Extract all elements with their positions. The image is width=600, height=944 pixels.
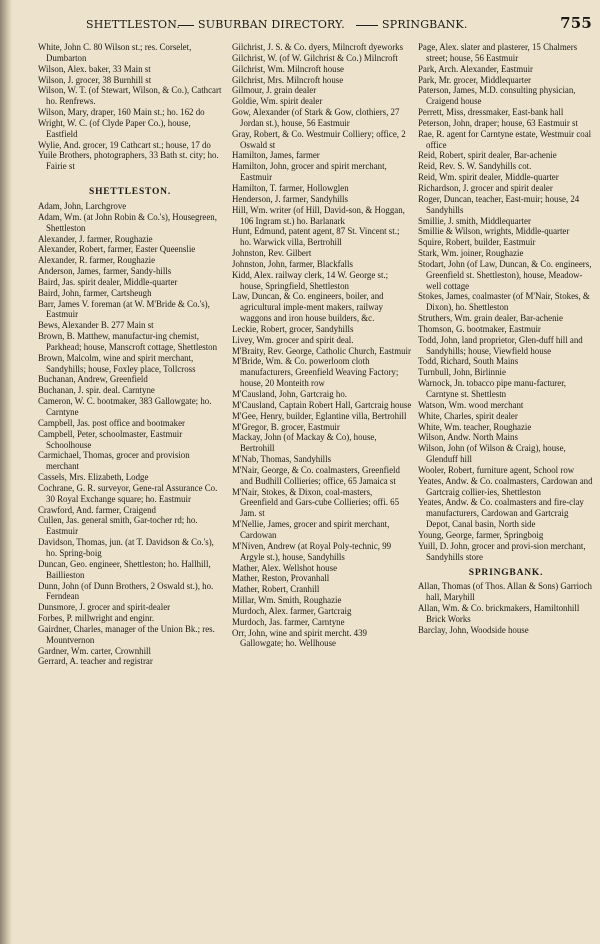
column-2 <box>232 42 412 934</box>
column-3 <box>418 42 594 934</box>
directory-entry: White, Charles, spirit dealer <box>418 410 518 421</box>
directory-entry: White, Wm. teacher, Roughazie <box>418 421 532 432</box>
directory-entry: Yeates, Andw. & Co. coalmasters, Cardowan and Gartcraig collier-ies, Shettleston <box>418 475 593 497</box>
directory-entry: M'Gee, Henry, builder, Eglantine villa, Bertrohill <box>232 410 407 421</box>
directory-entry: Roger, Duncan, teacher, East-muir; house, 24 Sandyhills <box>418 193 580 215</box>
directory-entry: Buchanan, J. spir. deal. Carntyne <box>38 385 155 396</box>
directory-entry: M'Nair, George, & Co. coalmasters, Greenfield and Budhill Collieries; office, 65 Jamaica st <box>232 464 400 486</box>
directory-entry: Reid, Robert, spirit dealer, Bar-achenie <box>418 150 557 161</box>
directory-entry: Murdoch, Jas. farmer, Carntyne <box>232 616 345 627</box>
directory-entry: Gray, Robert, & Co. Westmuir Colliery; office, 2 Oswald st <box>232 128 406 150</box>
directory-entry: M'Bride, Wm. & Co. powerloom cloth manufacturers, Greenfield Weaving Factory; house, 20 Monteith row <box>232 356 399 389</box>
directory-entry: Smillie & Wilson, wrights, Middle-quarter <box>418 226 570 237</box>
directory-entry: Struthers, Wm. grain dealer, Bar-achenie <box>418 313 563 324</box>
directory-entry: M'Causland, Captain Robert Hall, Gartcraig house <box>232 399 412 410</box>
directory-entry: Stark, Wm. joiner, Roughazie <box>418 248 524 259</box>
directory-entry: Adam, Wm. (at John Robin & Co.'s), Housegreen, Shettleston <box>38 211 217 233</box>
directory-entry: Wilson, J. grocer, 38 Burnhill st <box>38 74 152 85</box>
directory-entry: M'Causland, John, Gartcraig ho. <box>232 389 347 399</box>
directory-entry: Mather, Reston, Provanhall <box>232 573 330 584</box>
directory-entry: Campbell, Jas. post office and bootmaker <box>38 417 185 428</box>
directory-entry: Smillie, J. smith, Middlequarter <box>418 215 531 226</box>
directory-entry: Baird, John, farmer, Cartsheugh <box>38 287 152 298</box>
directory-entry: Rae, R. agent for Carntyne estate, Westmuir coal office <box>418 128 592 150</box>
directory-entry: Gairdner, Charles, manager of the Union Bk.; res. Mountvernon <box>38 623 215 645</box>
directory-entry: Forbes, P. millwright and enginr. <box>38 613 155 624</box>
directory-entry: Alexander, Robert, farmer, Easter Queenslie <box>38 244 196 255</box>
directory-entry: Johnston, John, farmer, Blackfalls <box>232 258 353 269</box>
directory-entry: Livey, Wm. grocer and spirit deal. <box>232 334 354 345</box>
directory-entry: M'Niven, Andrew (at Royal Poly-technic, 99 Argyle st.), house, Sandyhills <box>232 540 392 562</box>
running-header <box>40 14 592 36</box>
directory-entry: Warnock, Jn. tobacco pipe manu-facturer, Carntyne st. Shettlestn <box>418 378 567 399</box>
directory-entry: M'Braity, Rev. George, Catholic Church, Eastmuir <box>232 345 411 356</box>
section-title: SPRINGBANK. <box>468 567 544 578</box>
directory-entry: Wilson, Andw. North Mains <box>418 432 518 443</box>
directory-entry: Mather, Alex. Wellshot house <box>232 562 338 573</box>
directory-entry: Hill, Wm. writer (of Hill, David-son, & Hoggan, 106 Ingram st.) ho. Barlanark <box>232 204 405 226</box>
directory-entry: Anderson, James, farmer, Sandy-hills <box>38 266 172 277</box>
directory-entry: Adam, John, Larchgrove <box>38 200 127 211</box>
directory-entry: Gilchrist, J. S. & Co. dyers, Milncroft dyeworks <box>232 42 404 52</box>
directory-entry: Goldie, Wm. spirit dealer <box>232 96 323 107</box>
directory-entry: Gilchrist, W. (of W. Gilchrist & Co.) Milncroft <box>232 52 398 63</box>
directory-entry: Richardson, J. grocer and spirit dealer <box>418 182 553 193</box>
directory-entry: Campbell, Peter, schoolmaster, Eastmuir Schoolhouse <box>38 428 183 450</box>
directory-entry: Peterson, John, draper; house, 63 Eastmuir st <box>418 117 578 128</box>
directory-entry: Hunt, Edmund, patent agent, 87 St. Vincent st.; ho. Warwick villa, Bertrohill <box>232 226 400 248</box>
directory-entry: Yuile Brothers, photographers, 33 Bath st. city; ho. Fairie st <box>38 150 219 172</box>
directory-entry: Todd, John, land proprietor, Glen-duff hill and Sandyhills; house, Viewfield house <box>418 334 583 356</box>
directory-entry: Yuill, D. John, grocer and provi-sion merchant, Sandyhills store <box>418 540 586 562</box>
directory-entry: Turnbull, John, Birlinnie <box>418 367 506 378</box>
directory-entry: Barr, James V. foreman (at W. M'Bride & Co.'s), Eastmuir <box>38 298 210 320</box>
directory-entry: Dunsmore, J. grocer and spirit-dealer <box>38 602 171 613</box>
directory-entry: Gerrard, A. teacher and registrar <box>38 656 153 667</box>
directory-entry: Thomson, G. bootmaker, Eastmuir <box>418 323 541 334</box>
directory-entry: Dunn, John (of Dunn Brothers, 2 Oswald st.), ho. Ferndean <box>38 580 214 602</box>
header-rule <box>178 25 194 26</box>
header-rule <box>356 25 378 26</box>
directory-entry: Watson, Wm. wood merchant <box>418 399 524 410</box>
header-left-title: SHETTLESTON. <box>86 18 181 31</box>
directory-entry: Stokes, James, coalmaster (of M'Nair, Stokes, & Dixon), ho. Shettleston <box>418 291 590 313</box>
directory-entry: Baird, Jas. spirit dealer, Middle-quarter <box>38 276 178 287</box>
directory-entry: Buchanan, Andrew, Greenfield <box>38 374 148 385</box>
directory-entry: Orr, John, wine and spirit mercht. 439 Gallowgate; ho. Wellhouse <box>232 627 367 649</box>
directory-entry: Law, Duncan, & Co. engineers, boiler, and agricultural imple-ment makers, railway waggons and iron house builders, &c. <box>232 291 384 324</box>
directory-entry: Gilmour, J. grain dealer <box>232 85 317 96</box>
directory-entry: Wright, W. C. (of Clyde Paper Co.), house, Eastfield <box>38 117 191 139</box>
directory-entry: Stodart, John (of Law, Duncan, & Co. engineers, Greenfield st. Shettleston), house, Meadow-well cottage <box>418 258 592 291</box>
directory-entry: Cassels, Mrs. Elizabeth, Lodge <box>38 472 149 483</box>
directory-entry: Allan, Thomas (of Thos. Allan & Sons) Garrioch hall, Maryhill <box>418 581 592 603</box>
directory-entry: Mather, Robert, Cranhill <box>232 584 320 595</box>
section-title: SHETTLESTON. <box>88 187 172 198</box>
directory-entry: Hamilton, T. farmer, Hollowglen <box>232 182 349 193</box>
directory-entry: Alexander, R. farmer, Roughazie <box>38 255 156 266</box>
directory-entry: Davidson, Thomas, jun. (at T. Davidson & Co.'s), ho. Spring-boig <box>38 537 214 558</box>
directory-entry: Todd, Richard, South Mains <box>418 356 519 367</box>
header-right-title: SPRINGBANK. <box>382 18 468 31</box>
directory-entry: Perrett, Miss, dressmaker, East-bank hall <box>418 107 564 118</box>
directory-entry: Brown, B. Matthew, manufactur-ing chemist, Parkhead; house, Manscroft cottage, Shettleston <box>38 331 218 352</box>
directory-entry: Kidd, Alex. railway clerk, 14 W. George st.; house, Springfield, Shettleston <box>232 269 389 291</box>
directory-entry: Cochrane, G. R. surveyor, Gene-ral Assurance Co. 30 Royal Exchange square; ho. Eastmuir <box>38 482 218 504</box>
directory-entry: Hamilton, James, farmer <box>232 150 320 161</box>
directory-entry: Wilson, Mary, draper, 160 Main st.; ho. 162 do <box>38 107 205 118</box>
directory-entry: Wooler, Robert, furniture agent, School row <box>418 464 575 475</box>
directory-entry: Gilchrist, Mrs. Milncroft house <box>232 74 344 85</box>
directory-entry: Wilson, John (of Wilson & Craig), house, Glenduff hill <box>418 443 566 465</box>
directory-entry: Johnston, Rev. Gilbert <box>232 248 312 259</box>
directory-entry: Reid, Wm. spirit dealer, Middle-quarter <box>418 172 559 183</box>
directory-entry: Carmichael, Thomas, grocer and provision merchant <box>38 450 190 472</box>
directory-entry: Wilson, Alex. baker, 33 Main st <box>38 63 151 74</box>
directory-entry: Gardner, Wm. carter, Crownhill <box>38 645 151 656</box>
directory-entry: Alexander, J. farmer, Roughazie <box>38 233 153 244</box>
directory-entry: White, John C. 80 Wilson st.; res. Corselet, Dumbarton <box>38 42 192 63</box>
directory-entry: M'Nab, Thomas, Sandyhills <box>232 454 332 465</box>
directory-entry: Hamilton, John, grocer and spirit merchant, Eastmuir <box>232 161 387 183</box>
page-number: 755 <box>560 14 592 32</box>
directory-entry: Park, Arch. Alexander, Eastmuir <box>418 63 533 74</box>
directory-entry: Allan, Wm. & Co. brickmakers, Hamiltonhill Brick Works <box>418 603 580 624</box>
directory-entry: Young, George, farmer, Springboig <box>418 529 544 540</box>
directory-entry: Gilchrist, Wm. Milncroft house <box>232 63 344 74</box>
directory-entry: Millar, Wm. Smith, Roughazie <box>232 595 342 606</box>
directory-entry: M'Nellie, James, grocer and spirit merchant, Cardowan <box>232 519 390 540</box>
directory-entry: Paterson, James, M.D. consulting physician, Craigend house <box>418 85 576 107</box>
directory-entry: Wilson, W. T. (of Stewart, Wilson, & Co.), Cathcart ho. Renfrews. <box>38 85 222 107</box>
directory-entry: Bews, Alexander B. 277 Main st <box>38 320 154 331</box>
directory-entry: Park, Mr. grocer, Middlequarter <box>418 74 532 85</box>
header-center-title: SUBURBAN DIRECTORY. <box>198 18 345 31</box>
directory-entry: Cullen, Jas. general smith, Gar-tocher rd; ho. Eastmuir <box>38 515 198 537</box>
directory-entry: Henderson, J. farmer, Sandyhills <box>232 193 348 204</box>
directory-entry: Squire, Robert, builder, Eastmuir <box>418 237 536 248</box>
directory-entry: Reid, Rev. S. W. Sandyhills cot. <box>418 161 532 172</box>
directory-entry: Mackay, John (of Mackay & Co), house, Bertrohill <box>232 432 377 454</box>
directory-entry: Brown, Malcolm, wine and spirit merchant, Sandyhills; house, Foxley place, Tollcross <box>38 352 196 374</box>
directory-entry: Crawford, And. farmer, Craigend <box>38 504 156 515</box>
directory-entry: Yeates, Andw. & Co. coalmasters and fire-clay manufacturers, Cardowan and Gartcraig Depot, Canal basin, North side <box>418 497 584 530</box>
directory-entry: M'Nair, Stokes, & Dixon, coal-masters, Greenfield and Gars-cube Collieries; offi. 65 Jam. st <box>232 486 400 519</box>
directory-entry: M'Gregor, B. grocer, Eastmuir <box>232 421 340 432</box>
directory-entry: Barclay, John, Woodside house <box>418 624 529 635</box>
directory-entry: Duncan, Geo. engineer, Shettleston; ho. Hallhill, Baillieston <box>38 558 211 580</box>
directory-entry: Wylie, And. grocer, 19 Cathcart st.; house, 17 do <box>38 139 211 150</box>
directory-entry: Page, Alex. slater and plasterer, 15 Chalmers street; house, 56 Eastmuir <box>418 42 578 63</box>
section-gap <box>38 172 222 182</box>
directory-entry: Cameron, W. C. bootmaker, 383 Gallowgate; ho. Carntyne <box>38 396 212 417</box>
directory-entry: Gow, Alexander (of Stark & Gow, clothiers, 27 Jordan st.), house, 56 Eastmuir <box>232 107 400 128</box>
column-1 <box>38 42 222 934</box>
book-spine-edge <box>0 0 12 944</box>
directory-entry: Leckie, Robert, grocer, Sandyhills <box>232 323 354 334</box>
directory-entry: Murdoch, Alex. farmer, Gartcraig <box>232 605 352 616</box>
